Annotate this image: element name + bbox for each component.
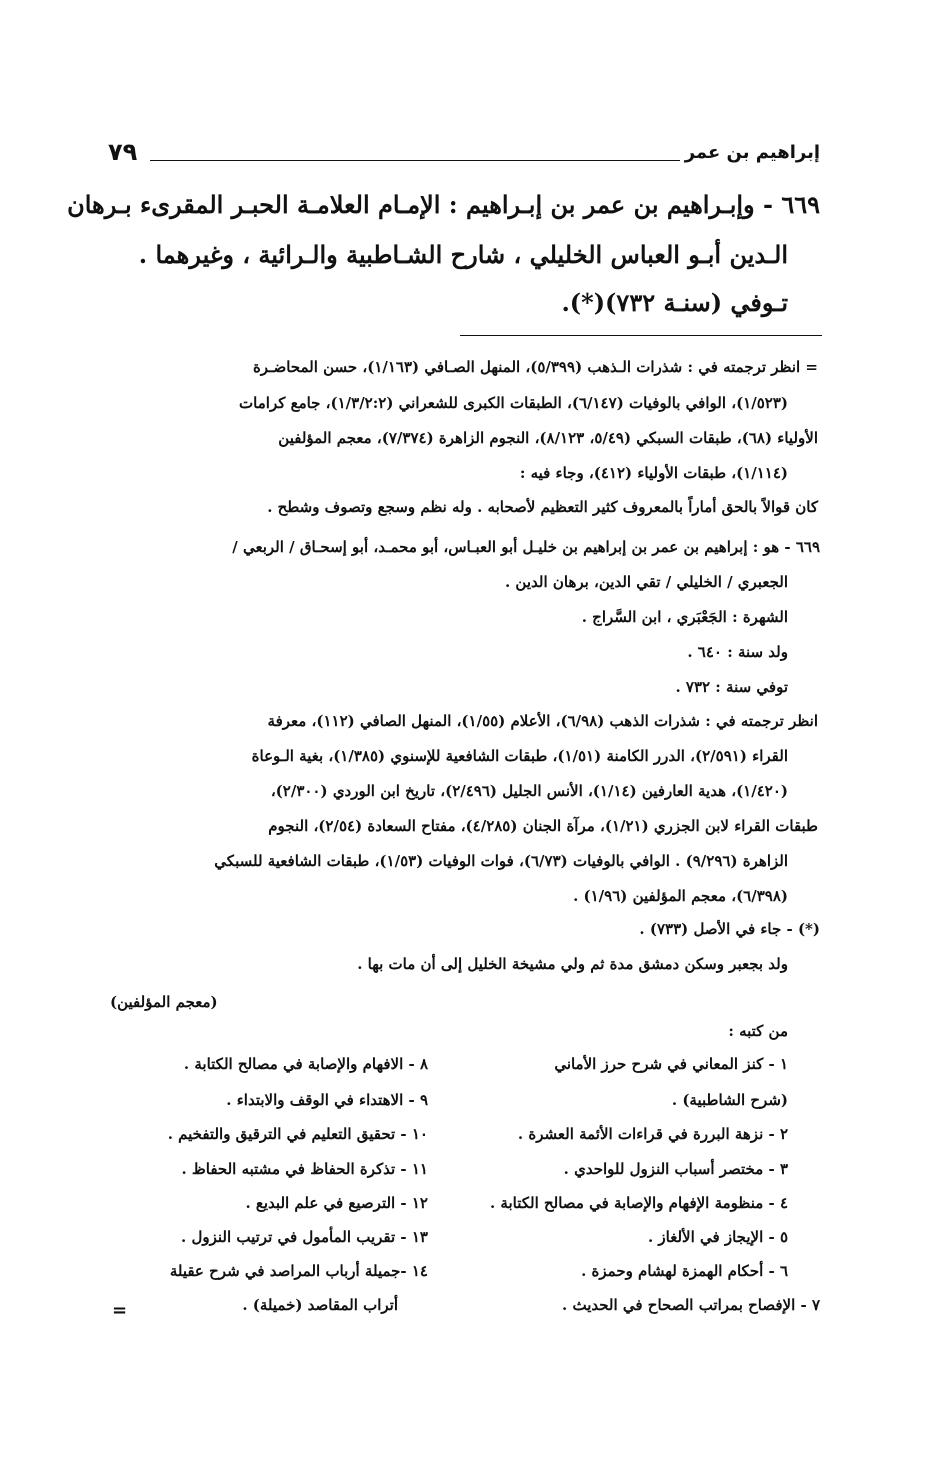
footnote-line: (١/٥٢٣)، الوافي بالوفيات (٦/١٤٧)، الطبقات الكبرى للشعراني (١/٣/٢:٢)، جامع كرامات (239, 394, 788, 412)
entry-line-1: ٦٦٩ - وإبـراهيم بن عمر بن إبـراهيم : الإمـام العلامـة الحبـر المقرىء بـرهان (67, 190, 820, 219)
footnote-line: = انظر ترجمته في : شذرات الـذهب (٥/٣٩٩)، المنهل الصـافي (١/١٦٣)، حسن المحاضـرة (252, 358, 818, 376)
work-item: ١ - كنز المعاني في شرح حرز الأماني (554, 1055, 788, 1073)
citation-source: (معجم المؤلفين) (110, 993, 218, 1011)
footnote-line: ولد سنة : ٦٤٠ . (687, 643, 788, 661)
running-title: إبراهيم بن عمر (684, 142, 820, 163)
work-item: ٧ - الإفصاح بمراتب الصحاح في الحديث . (562, 1296, 820, 1314)
header-rule (150, 160, 680, 161)
entry-line-3: تـوفي (سنـة ٧٣٢)(*). (561, 288, 788, 317)
work-item: ١١ - تذكرة الحفاظ في مشتبه الحفاظ . (181, 1160, 428, 1178)
work-item: ٢ - نزهة البررة في قراءات الأئمة العشرة . (517, 1125, 788, 1143)
footnote-line: الشهرة : الجَعْبَري ، ابن السَّراج . (581, 608, 788, 626)
entry-line-2: الـدين أبـو العباس الخليلي ، شارح الشـاطبية والـرائية ، وغيرهما . (138, 240, 788, 269)
footnote-line: (١/١١٤)، طبقات الأولياء (٤١٢)، وجاء فيه : (519, 464, 788, 482)
work-item: ٨ - الافهام والإصابة في مصالح الكتابة . (183, 1055, 428, 1073)
footnote-line: كان قوالاً بالحق أماراً بالمعروف كثير التعظيم لأصحابه . وله نظم وسجع وتصوف وشطح . (267, 498, 818, 516)
running-header (108, 138, 820, 174)
work-item: ١٢ - الترصيع في علم البديع . (245, 1194, 428, 1212)
footnote-line: الأولياء (٦٨)، طبقات السبكي (٥/٤٩، ٨/١٢٣)، النجوم الزاهرة (٧/٣٧٤)، معجم المؤلفين (278, 429, 818, 447)
footnote-line: (١/٤٢٠)، هدية العارفين (١/١٤)، الأنس الجليل (٢/٤٩٦)، تاريخ ابن الوردي (٢/٣٠٠)، (270, 782, 788, 800)
footnote-line: ٦٦٩ - هو : إبراهيم بن عمر بن إبراهيم بن خليـل أبو العبـاس، أبو محمـد، أبو إسحـاق / الربعي / (232, 538, 820, 556)
work-item: ٦ - أحكام الهمزة لهشام وحمزة . (581, 1262, 788, 1280)
work-item: ٥ - الإيجاز في الألغاز . (647, 1228, 788, 1246)
page-number: ٧٩ (108, 138, 138, 166)
work-item: ١٤ -جميلة أرباب المراصد في شرح عقيلة (169, 1262, 428, 1280)
footnote-line: القراء (٢/٥٩١)، الدرر الكامنة (١/٥١)، طبقات الشافعية للإسنوي (١/٣٨٥)، بغية الـوعاة (251, 747, 788, 765)
footnote-line: انظر ترجمته في : شذرات الذهب (٦/٩٨)، الأعلام (١/٥٥)، المنهل الصافي (١١٢)، معرفة (267, 712, 818, 730)
footnote-line: (٦/٣٩٨)، معجم المؤلفين (١/٩٦) . (573, 887, 788, 905)
work-item: (شرح الشاطبية) . (671, 1091, 788, 1109)
footnote-line: ولد بجعبر وسكن دمشق مدة ثم ولي مشيخة الخليل إلى أن مات بها . (357, 955, 788, 973)
footnote-line: توفي سنة : ٧٣٢ . (675, 678, 788, 696)
work-item: ٤ - منظومة الإفهام والإصابة في مصالح الكتابة . (489, 1194, 788, 1212)
footnote-line: الزاهرة (٩/٢٩٦) . الوافي بالوفيات (٦/٧٣)، فوات الوفيات (١/٥٣)، طبقات الشافعية للسبكي (214, 852, 788, 870)
footnote-line: الجعبري / الخليلي / تقي الدين، برهان الدين . (504, 573, 788, 591)
work-item: ٣ - مختصر أسباب النزول للواحدي . (563, 1160, 788, 1178)
work-item: أتراب المقاصد (خميلة) . (242, 1296, 398, 1314)
footnote-line: (*) - جاء في الأصل (٧٣٣) . (639, 920, 820, 938)
work-item: ١٣ - تقريب المأمول في ترتيب النزول . (181, 1228, 428, 1246)
footnote-line: طبقات القراء لابن الجزري (١/٢١)، مرآة الجنان (٤/٢٨٥)، مفتاح السعادة (٢/٥٤)، النجوم (268, 817, 818, 835)
footnote-separator (460, 335, 822, 336)
work-item: ٩ - الاهتداء في الوقف والابتداء . (226, 1091, 428, 1109)
work-item: ١٠ - تحقيق التعليم في الترقيق والتفخيم . (167, 1125, 428, 1143)
continuation-mark: = (112, 1300, 128, 1321)
works-heading: من كتبه : (728, 1022, 788, 1040)
